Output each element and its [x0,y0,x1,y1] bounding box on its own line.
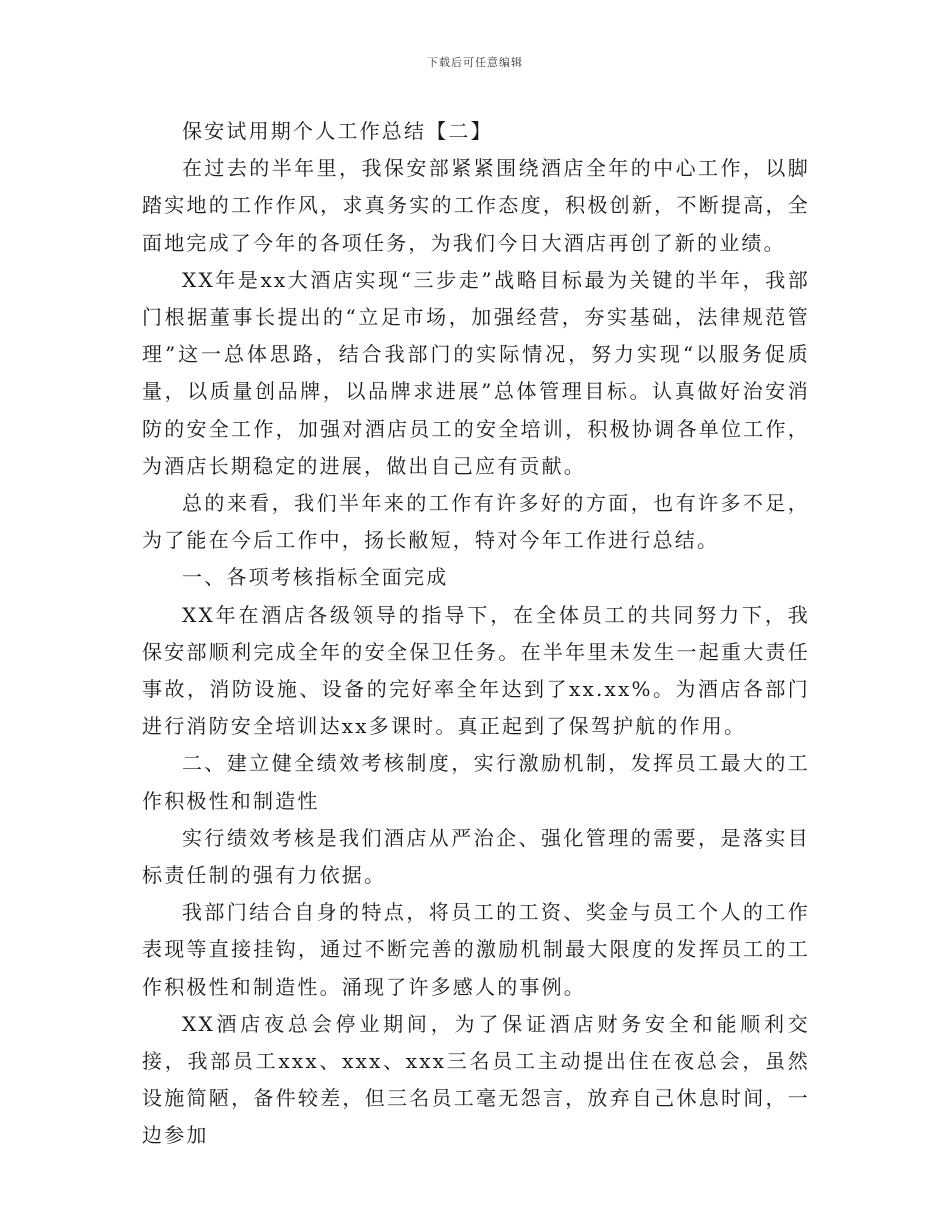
document-body [142,113,810,1155]
paragraph: XX年在酒店各级领导的指导下，在全体员工的共同努力下，我保安部顺利完成全年的安全保卫任务。在半年里未发生一起重大责任事故，消防设施、设备的完好率全年达到了xx.xx%。为酒店各部门进行消防安全培训达xx多课时。真正起到了保驾护航的作用。 [142,602,810,739]
section-heading: 一、各项考核指标全面完成 [182,565,449,590]
paragraph: 总的来看，我们半年来的工作有许多好的方面，也有许多不足，为了能在今后工作中，扬长敝短，特对今年工作进行总结。 [142,491,810,553]
document-title: 保安试用期个人工作总结【二】 [182,119,493,143]
paragraph: 我部门结合自身的特点，将员工的工资、奖金与员工个人的工作表现等直接挂钩，通过不断完善的激励机制最大限度的发挥员工的工作积极性和制造性。涌现了许多感人的事例。 [142,900,810,999]
paragraph: XX年是xx大酒店实现“三步走”战略目标最为关键的半年，我部门根据董事长提出的“立足市场，加强经营，夯实基础，法律规范管理”这一总体思路，结合我部门的实际情况，努力实现“以服务促质量，以质量创品牌，以品牌求进展”总体管理目标。认真做好治安消防的安全工作，加强对酒店员工的安全培训，积极协调各单位工作，为酒店长期稳定的进展，做出自己应有贡献。 [142,267,810,478]
paragraph: 实行绩效考核是我们酒店从严治企、强化管理的需要，是落实目标责任制的强有力依据。 [142,825,810,888]
header-note: 下载后可任意编辑 [427,56,523,69]
paragraph: XX酒店夜总会停业期间，为了保证酒店财务安全和能顺利交接，我部员工xxx、xxx、xxx三名员工主动提出住在夜总会，虽然设施简陋，备件较差，但三名员工毫无怨言，放弃自己休息时间，一边参加 [142,1011,810,1148]
section-heading: 二、建立健全绩效考核制度，实行激励机制，发挥员工最大的工作积极性和制造性 [142,751,810,813]
paragraph: 在过去的半年里，我保安部紧紧围绕酒店全年的中心工作，以脚踏实地的工作作风，求真务实的工作态度，积极创新，不断提高，全面地完成了今年的各项任务，为我们今日大酒店再创了新的业绩。 [142,156,810,255]
